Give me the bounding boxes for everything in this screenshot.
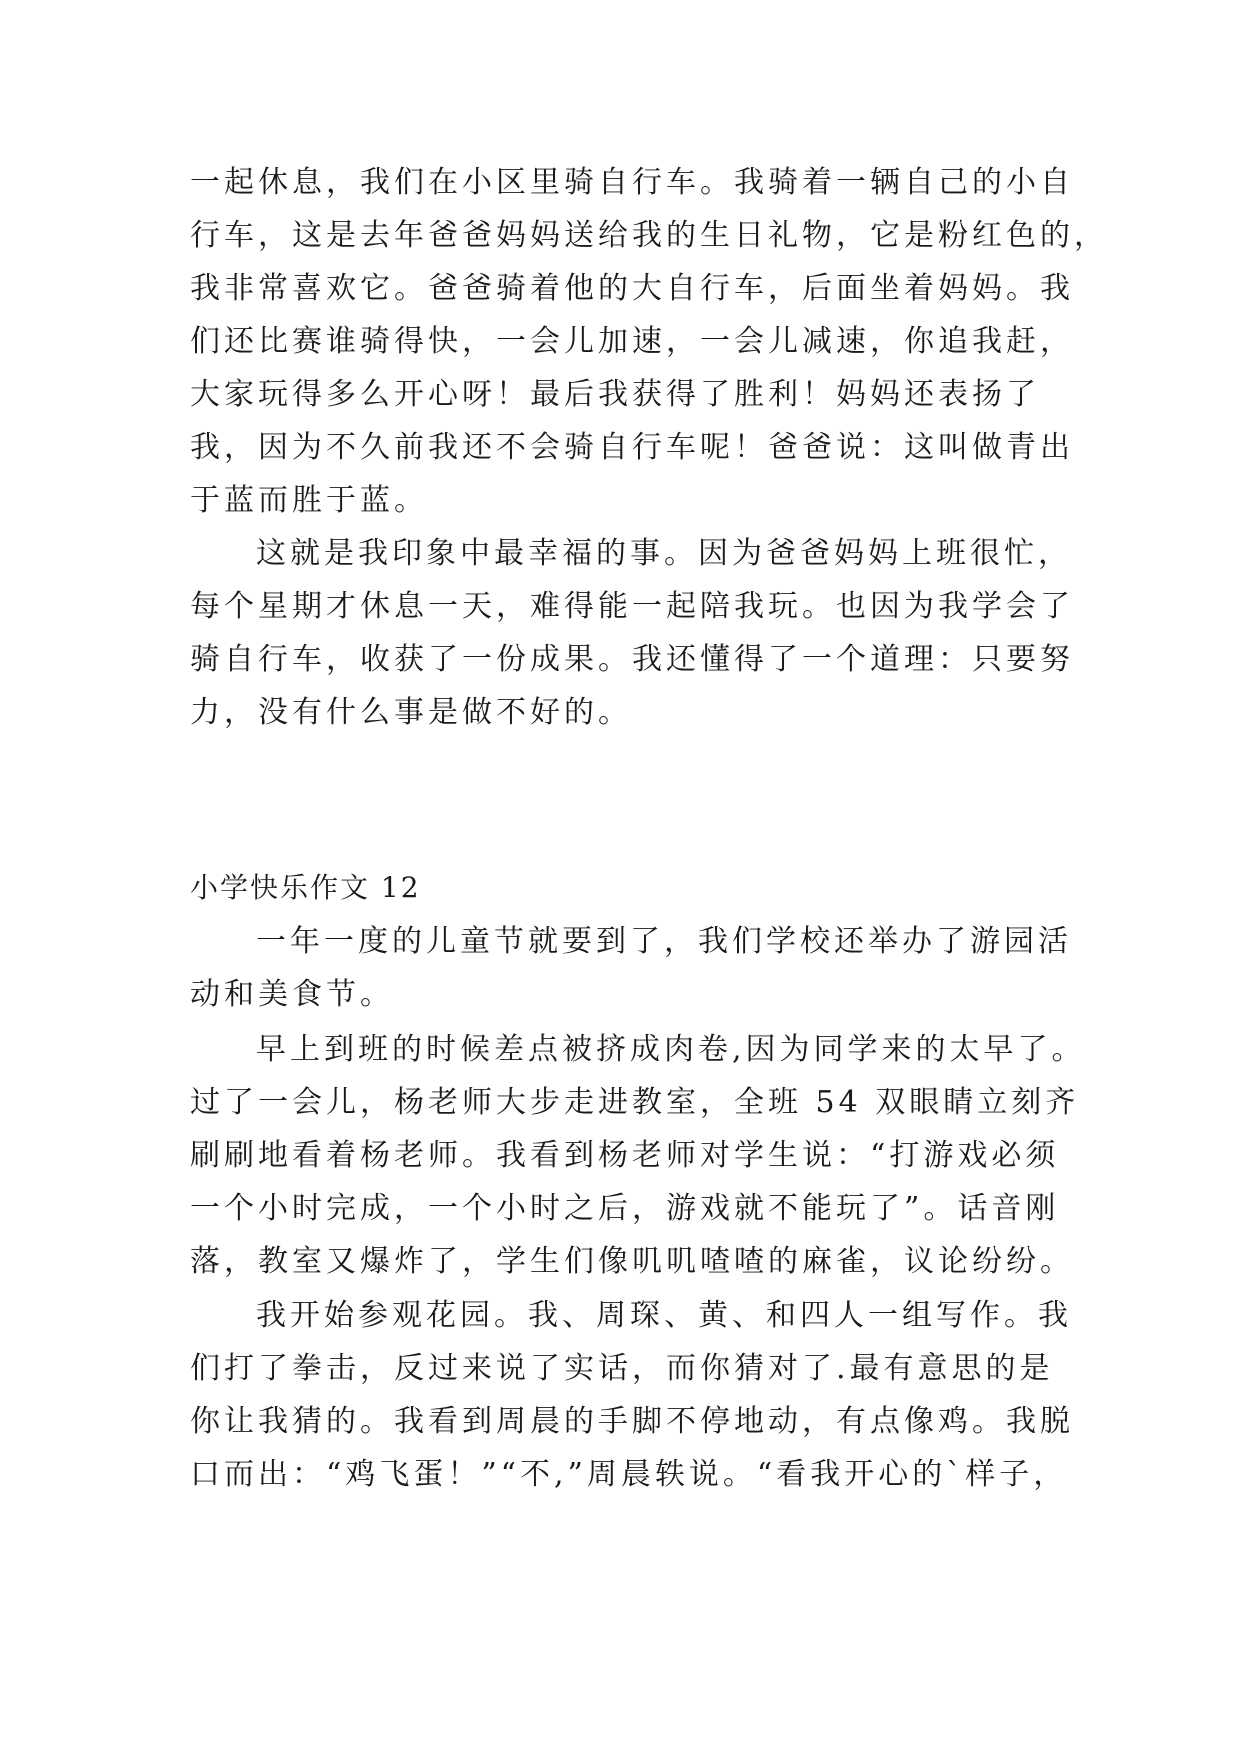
paragraph-line: 我，因为不久前我还不会骑自行车呢！爸爸说：这叫做青出 xyxy=(190,430,1074,465)
paragraph-line: 动和美食节。 xyxy=(190,977,394,1012)
paragraph-line: 大家玩得多么开心呀！最后我获得了胜利！妈妈还表扬了 xyxy=(190,377,1040,412)
paragraph-line: 过了一会儿，杨老师大步走进教室，全班 54 双眼睛立刻齐 xyxy=(190,1085,1080,1120)
paragraph-line: 一起休息，我们在小区里骑自行车。我骑着一辆自己的小自 xyxy=(190,165,1074,200)
paragraph-line: 们打了拳击，反过来说了实话，而你猜对了.最有意思的是 xyxy=(190,1351,1054,1386)
paragraph-line: 一个小时完成，一个小时之后，游戏就不能玩了”。话音刚 xyxy=(190,1191,1060,1226)
paragraph-line: 力，没有什么事是做不好的。 xyxy=(190,695,632,730)
paragraph-line: 于蓝而胜于蓝。 xyxy=(190,483,428,518)
paragraph-line: 刷刷地看着杨老师。我看到杨老师对学生说：“打游戏必须 xyxy=(190,1138,1060,1173)
paragraph-line: 早上到班的时候差点被挤成肉卷,因为同学来的太早了。 xyxy=(256,1032,1086,1067)
paragraph-line: 这就是我印象中最幸福的事。因为爸爸妈妈上班很忙， xyxy=(256,536,1072,571)
paragraph-line: 我开始参观花园。我、周琛、黄、和四人一组写作。我 xyxy=(256,1298,1072,1333)
paragraph-line: 们还比赛谁骑得快，一会儿加速，一会儿减速，你追我赶， xyxy=(190,324,1074,359)
section-title: 小学快乐作文 12 xyxy=(190,871,421,904)
paragraph-line: 口而出：“鸡飞蛋！”“不,”周晨轶说。“看我开心的`样子， xyxy=(190,1457,1068,1492)
paragraph-line: 一年一度的儿童节就要到了，我们学校还举办了游园活 xyxy=(256,924,1072,959)
paragraph-line: 落，教室又爆炸了，学生们像叽叽喳喳的麻雀，议论纷纷。 xyxy=(190,1244,1074,1279)
paragraph-line: 行车，这是去年爸爸妈妈送给我的生日礼物，它是粉红色的， xyxy=(190,218,1108,253)
paragraph-line: 每个星期才休息一天，难得能一起陪我玩。也因为我学会了 xyxy=(190,589,1074,624)
paragraph-line: 我非常喜欢它。爸爸骑着他的大自行车，后面坐着妈妈。我 xyxy=(190,271,1074,306)
paragraph-line: 你让我猜的。我看到周晨的手脚不停地动，有点像鸡。我脱 xyxy=(190,1404,1074,1439)
paragraph-line: 骑自行车，收获了一份成果。我还懂得了一个道理：只要努 xyxy=(190,642,1074,677)
